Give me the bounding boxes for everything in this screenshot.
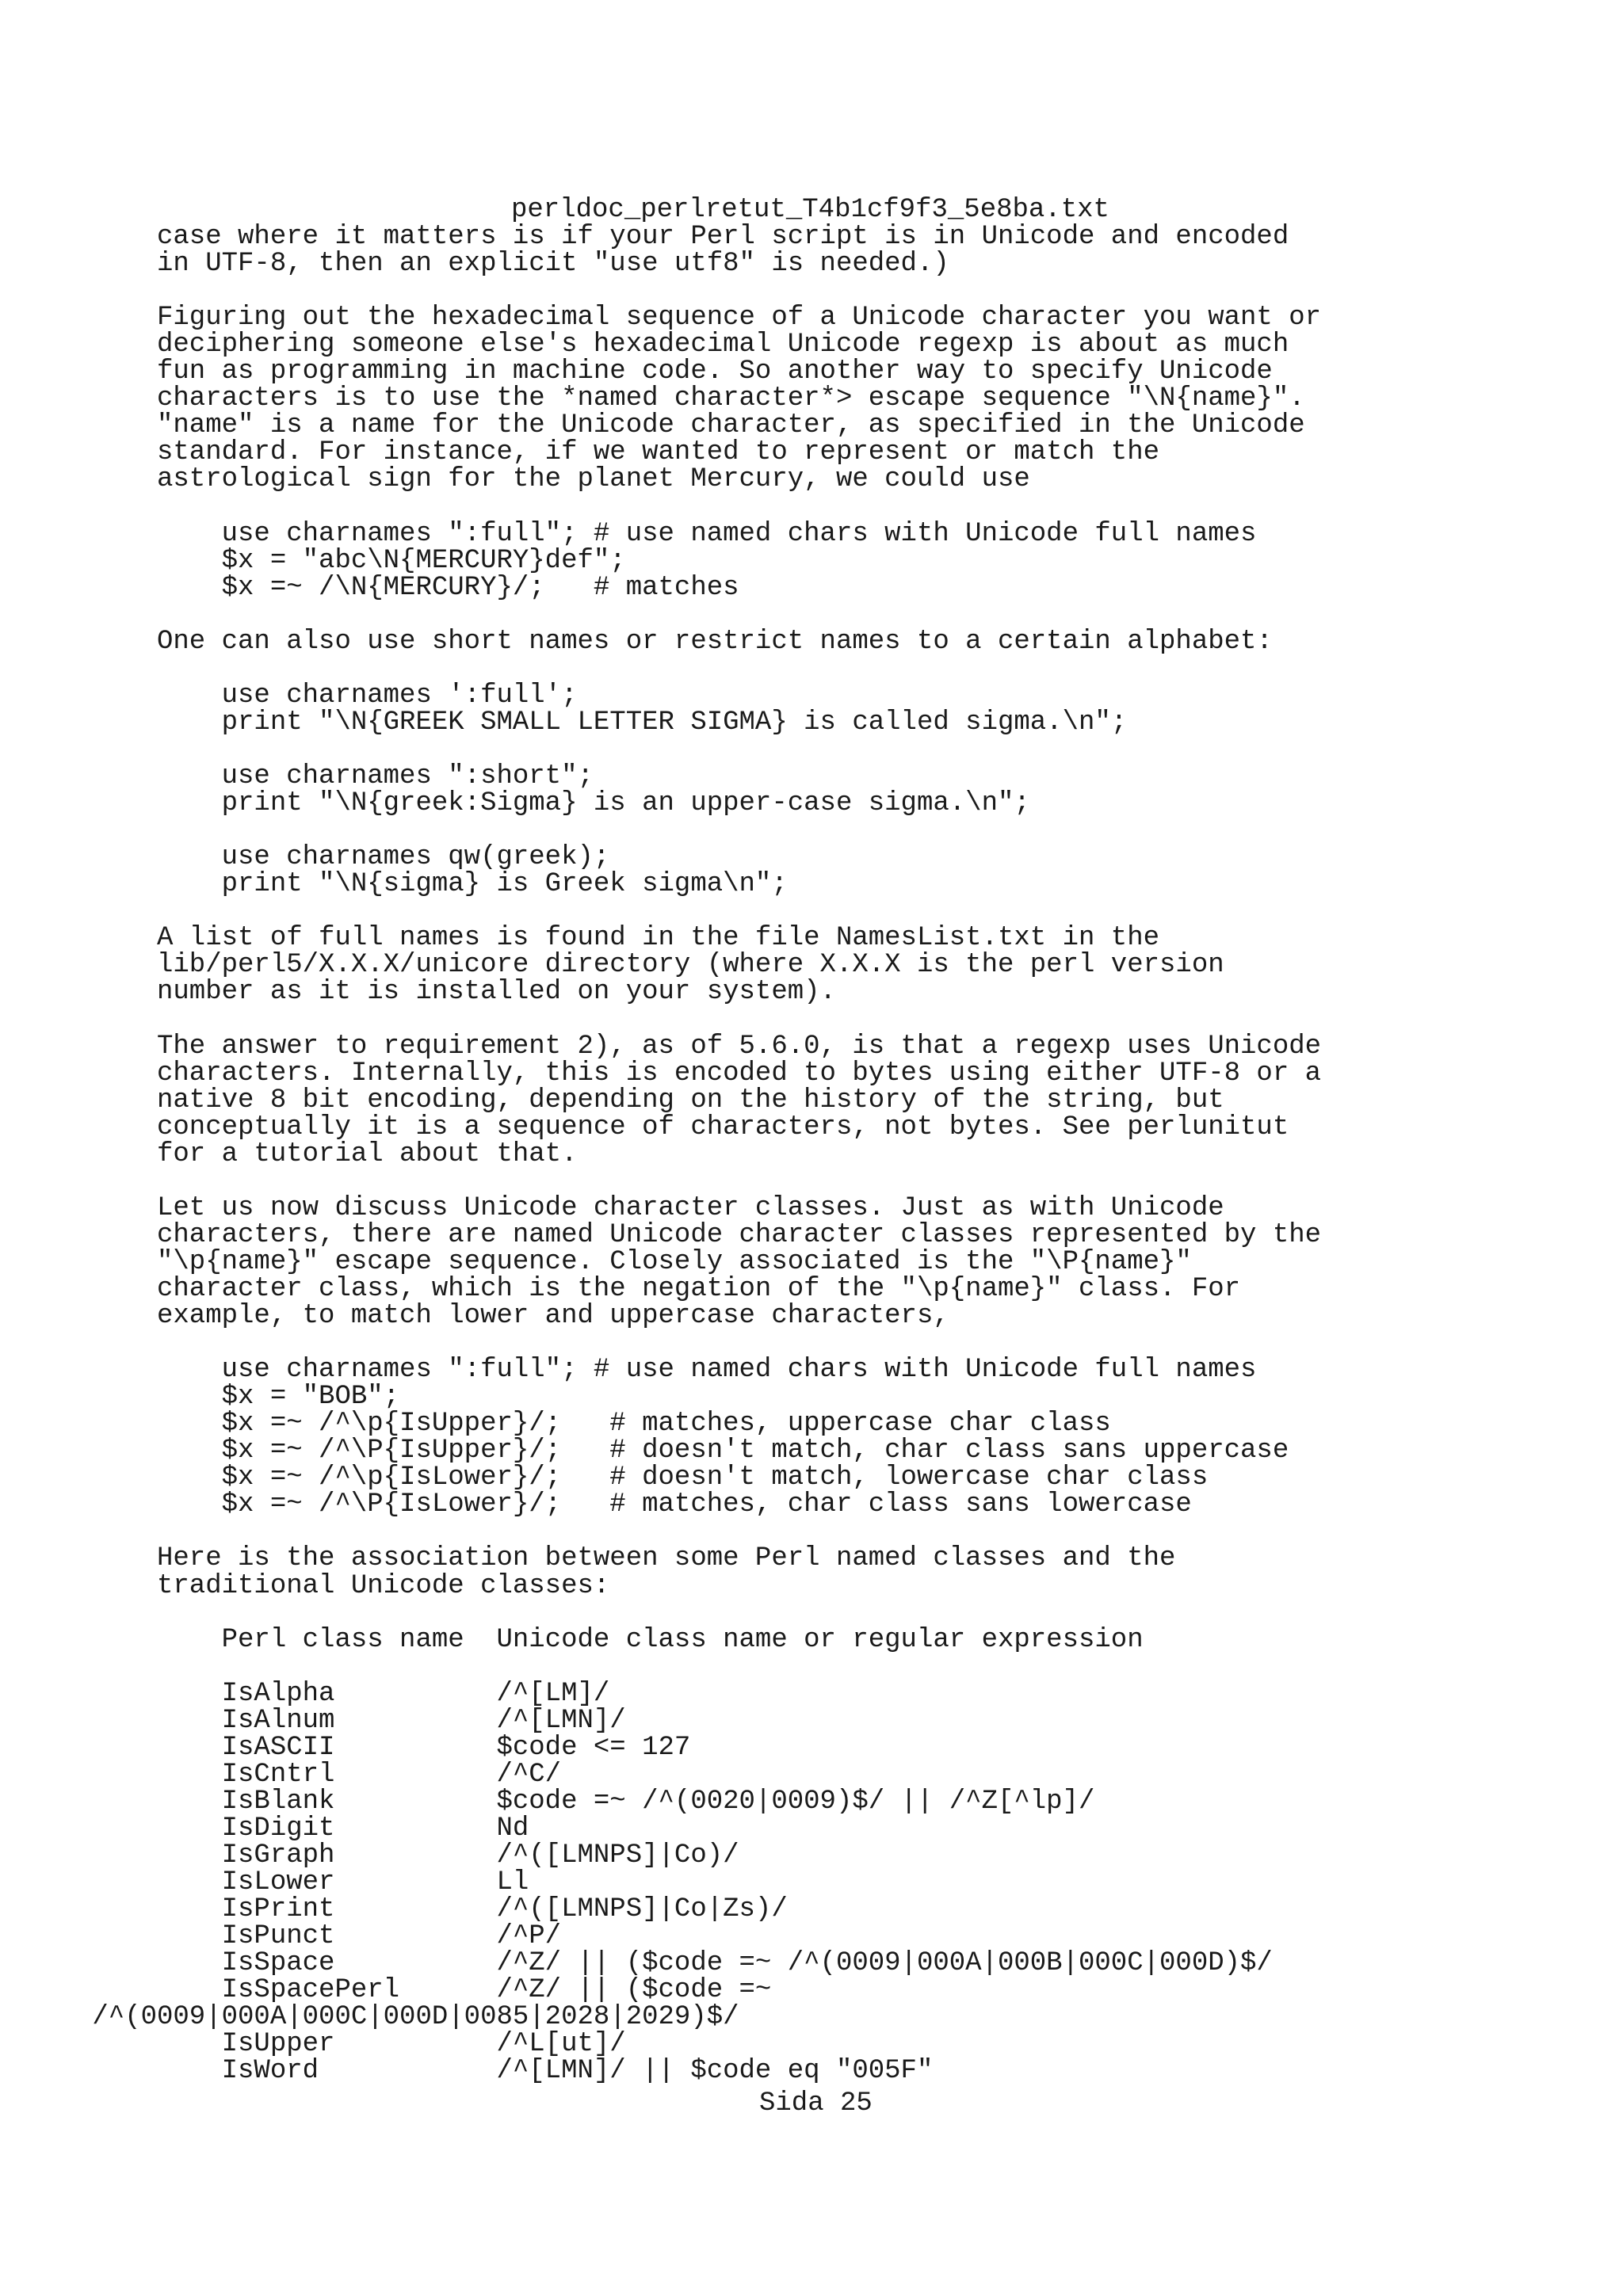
- text-line: use charnames ":full"; # use named chars with Unicode full names: [92, 1355, 1257, 1386]
- text-line: Figuring out the hexadecimal sequence of a Unicode character you want or: [92, 303, 1322, 334]
- text-line: example, to match lower and uppercase characters,: [92, 1301, 949, 1331]
- text-line: fun as programming in machine code. So another way to specify Unicode: [92, 357, 1273, 387]
- text-line: IsDigit Nd: [92, 1813, 529, 1844]
- text-line: use charnames ":short";: [92, 761, 594, 791]
- text-line: IsBlank $code =~ /^(0020|0009)$/ || /^Z[^lp]/: [92, 1786, 1095, 1817]
- text-line: deciphering someone else's hexadecimal Unicode regexp is about as much: [92, 330, 1289, 360]
- text-line: Here is the association between some Perl named classes and the: [92, 1543, 1176, 1574]
- text-line: $x =~ /^\p{IsUpper}/; # matches, uppercase char class: [92, 1409, 1111, 1440]
- text-line: use charnames ':full';: [92, 680, 578, 711]
- text-line: characters is to use the *named character*> escape sequence "\N{name}".: [92, 383, 1305, 414]
- text-line: $x =~ /^\P{IsLower}/; # matches, char class sans lowercase: [92, 1489, 1192, 1520]
- text-line: Let us now discuss Unicode character classes. Just as with Unicode: [92, 1192, 1224, 1223]
- text-line: IsAlnum /^[LMN]/: [92, 1705, 626, 1736]
- text-line: $x =~ /^\P{IsUpper}/; # doesn't match, char class sans uppercase: [92, 1436, 1289, 1466]
- text-line: IsPunct /^P/: [92, 1921, 562, 1952]
- text-line: IsUpper /^L[ut]/: [92, 2029, 626, 2060]
- text-line: IsCntrl /^C/: [92, 1759, 562, 1790]
- text-line: conceptually it is a sequence of characters, not bytes. See perlunitut: [92, 1112, 1289, 1142]
- text-line: $x =~ /^\p{IsLower}/; # doesn't match, lowercase char class: [92, 1463, 1209, 1493]
- text-line: IsPrint /^([LMNPS]|Co|Zs)/: [92, 1894, 788, 1925]
- text-line: characters, there are named Unicode character classes represented by the: [92, 1219, 1322, 1250]
- text-line: print "\N{GREEK SMALL LETTER SIGMA} is called sigma.\n";: [92, 707, 1128, 738]
- text-line: $x = "BOB";: [92, 1382, 400, 1413]
- text-line: IsLower Ll: [92, 1867, 529, 1898]
- text-line: in UTF-8, then an explicit "use utf8" is needed.): [92, 249, 949, 280]
- text-line: case where it matters is if your Perl script is in Unicode and encoded: [92, 222, 1289, 252]
- text-line: The answer to requirement 2), as of 5.6.0, is that a regexp uses Unicode: [92, 1031, 1322, 1062]
- text-line: character class, which is the negation of the "\p{name}" class. For: [92, 1273, 1241, 1304]
- text-line: One can also use short names or restrict names to a certain alphabet:: [92, 626, 1273, 657]
- text-line: IsAlpha /^[LM]/: [92, 1678, 610, 1709]
- text-line: A list of full names is found in the file NamesList.txt in the: [92, 923, 1160, 954]
- text-line: traditional Unicode classes:: [92, 1570, 610, 1601]
- text-line: IsSpace /^Z/ || ($code =~ /^(0009|000A|000B|000C|000D)$/: [92, 1948, 1273, 1979]
- text-line: print "\N{greek:Sigma} is an upper-case sigma.\n";: [92, 788, 1030, 819]
- text-line: "\p{name}" escape sequence. Closely associated is the "\P{name}": [92, 1246, 1192, 1277]
- text-line: number as it is installed on your system).: [92, 977, 836, 1008]
- text-line: characters. Internally, this is encoded to bytes using either UTF-8 or a: [92, 1058, 1322, 1089]
- text-line: $x = "abc\N{MERCURY}def";: [92, 545, 626, 576]
- text-line: /^(0009|000A|000C|000D|0085|2028|2029)$/: [92, 2002, 739, 2033]
- text-line: lib/perl5/X.X.X/unicore directory (where X.X.X is the perl version: [92, 950, 1224, 981]
- text-line: $x =~ /\N{MERCURY}/; # matches: [92, 572, 739, 603]
- page-number: Sida 25: [759, 2088, 873, 2119]
- document-header-filename: perldoc_perlretut_T4b1cf9f3_5e8ba.txt: [511, 195, 1109, 225]
- text-line: IsASCII $code <= 127: [92, 1732, 691, 1763]
- text-line: IsSpacePerl /^Z/ || ($code =~: [92, 1975, 772, 2006]
- text-line: Perl class name Unicode class name or regular expression: [92, 1624, 1144, 1655]
- text-line: "name" is a name for the Unicode character, as specified in the Unicode: [92, 410, 1305, 441]
- text-line: print "\N{sigma} is Greek sigma\n";: [92, 869, 788, 900]
- text-line: astrological sign for the planet Mercury, we could use: [92, 464, 1030, 495]
- text-line: IsGraph /^([LMNPS]|Co)/: [92, 1840, 739, 1871]
- text-line: for a tutorial about that.: [92, 1138, 578, 1169]
- text-line: native 8 bit encoding, depending on the history of the string, but: [92, 1085, 1224, 1116]
- text-line: IsWord /^[LMN]/ || $code eq "005F": [92, 2056, 934, 2087]
- text-line: use charnames ":full"; # use named chars with Unicode full names: [92, 518, 1257, 549]
- text-line: use charnames qw(greek);: [92, 842, 610, 873]
- text-line: standard. For instance, if we wanted to represent or match the: [92, 437, 1160, 468]
